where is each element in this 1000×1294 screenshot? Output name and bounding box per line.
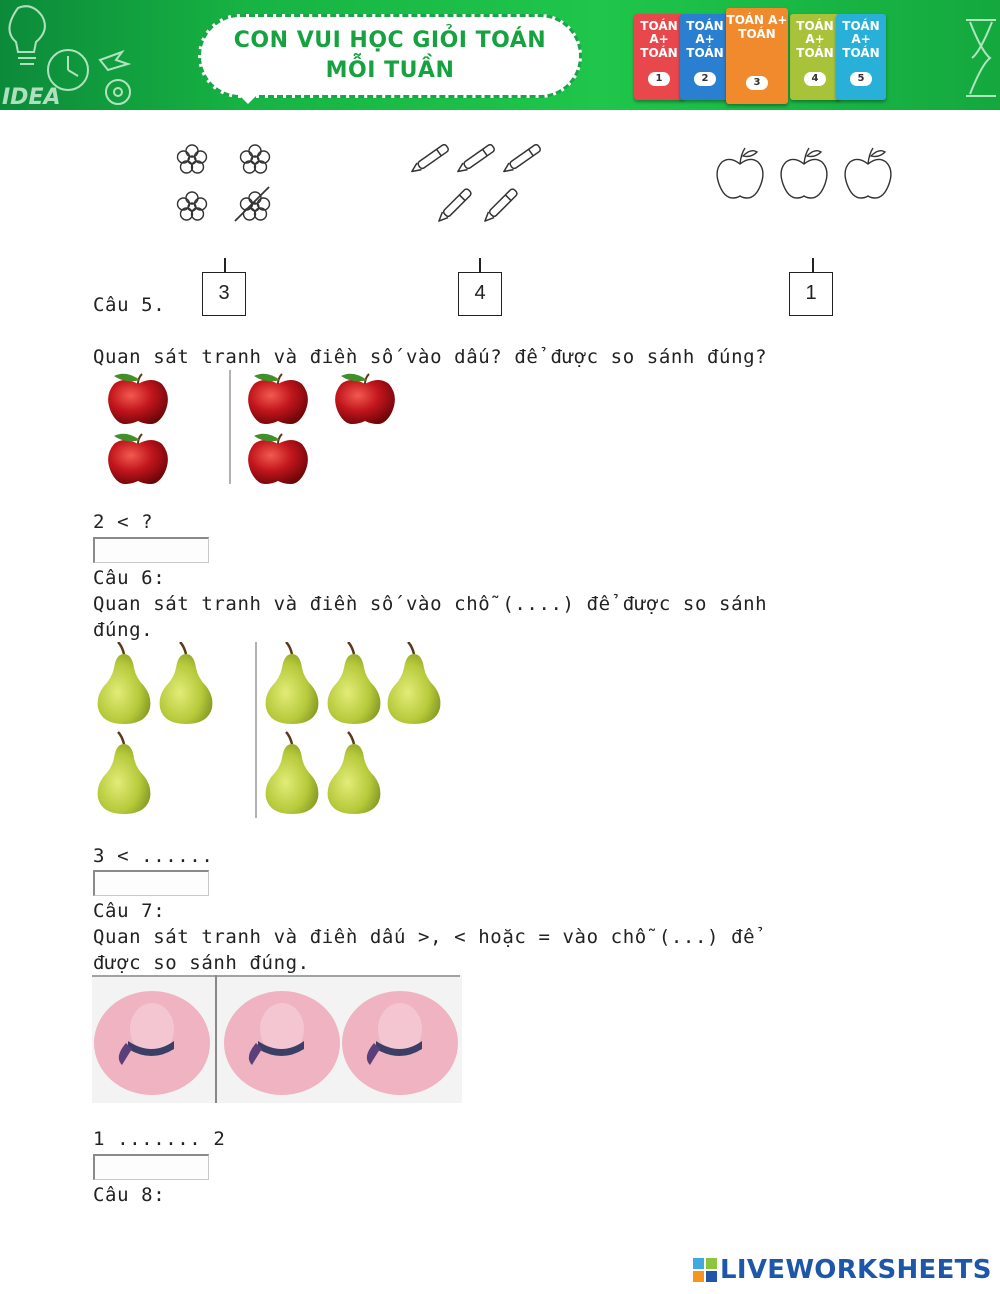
flower-icon [178, 145, 207, 173]
question-6-prompt-line-2: đúng. [93, 619, 154, 641]
pink-hat-icon [342, 991, 458, 1095]
apple-outline-icon [845, 148, 891, 198]
book-brand: TOÁN A+ [640, 19, 678, 46]
pen-icon [410, 144, 450, 175]
pen-icon [456, 144, 496, 175]
book-grade: 4 [804, 72, 826, 86]
pink-hats-picture [92, 975, 462, 1103]
pen-icon [436, 188, 472, 224]
red-apples-picture [100, 370, 400, 486]
pear-icon [328, 642, 381, 724]
pen-icon [502, 144, 542, 175]
book-brand: TOÁN A+ [796, 19, 834, 46]
book-brand: TOÁN A+ [842, 19, 880, 46]
book-brand: TOÁN A+ [686, 19, 724, 46]
pear-icon [98, 642, 151, 724]
bubble-tail [238, 94, 258, 104]
connector-line [224, 258, 226, 272]
crossed-flower-icon [235, 187, 270, 221]
question-5-label: Câu 5. [93, 294, 166, 316]
liveworksheets-brand-text: LIVEWORKSHEETS [720, 1255, 992, 1285]
pear-icon [328, 732, 381, 814]
pear-icon [266, 732, 319, 814]
svg-text:IDEA: IDEA [2, 85, 61, 110]
red-apple-icon [108, 374, 168, 424]
number-box-3[interactable]: 3 [202, 272, 246, 316]
question-6-answer-input[interactable] [93, 870, 209, 896]
book-covers [632, 6, 892, 106]
apple-outline-icon [781, 148, 827, 198]
pear-icon [266, 642, 319, 724]
question-6-label: Câu 6: [93, 567, 166, 589]
flower-icon [241, 145, 270, 173]
book-cover-grade-1 [634, 14, 684, 100]
question-5-prompt: Quan sát tranh và điền số vào dấu? để được so sánh đúng? [93, 346, 768, 368]
question-5-expression: 2 < ? [93, 511, 154, 533]
book-title: TOÁN [738, 27, 776, 41]
book-grade: 3 [746, 76, 768, 90]
red-apple-icon [248, 434, 308, 484]
pear-icon [388, 642, 441, 724]
flowers-picture [170, 140, 280, 230]
book-brand: TOÁN A+ [726, 13, 788, 27]
question-7-answer-input[interactable] [93, 1154, 209, 1180]
question-6-expression: 3 < ...... [93, 845, 214, 867]
red-apple-icon [108, 434, 168, 484]
pen-icon [482, 188, 518, 224]
title-bubble [198, 14, 582, 98]
question-6-prompt-line-1: Quan sát tranh và điền số vào chỗ (....) để được so sánh [93, 593, 768, 615]
question-7-prompt-line-2: được so sánh đúng. [93, 952, 310, 974]
number-box-4[interactable]: 4 [458, 272, 502, 316]
question-7-label: Câu 7: [93, 900, 166, 922]
book-grade: 5 [850, 72, 872, 86]
connector-line [479, 258, 481, 272]
question-5-answer-input[interactable] [93, 537, 209, 563]
book-grade: 2 [694, 72, 716, 86]
title-line-1: CON VUI HỌC GIỎI TOÁN [233, 28, 547, 53]
book-cover-grade-4 [790, 14, 840, 100]
question-8-label: Câu 8: [93, 1184, 166, 1206]
book-cover-grade-2 [680, 14, 730, 100]
book-title: TOÁN [686, 46, 724, 60]
pears-picture [92, 642, 458, 820]
pear-icon [160, 642, 213, 724]
number-box-1[interactable]: 1 [789, 272, 833, 316]
pens-picture [408, 132, 558, 224]
idea-lightbulb-clock-decoration-icon [0, 0, 200, 110]
connector-line [812, 258, 814, 272]
title-line-2: MỖI TUẦN [325, 58, 455, 83]
liveworksheets-logo [692, 1254, 992, 1286]
book-title: TOÁN [640, 46, 678, 60]
pink-hat-icon [94, 991, 210, 1095]
liveworksheets-logo-icon [692, 1257, 718, 1283]
red-apple-icon [248, 374, 308, 424]
hourglass-decoration-icon [930, 0, 1000, 110]
book-cover-grade-3 [726, 8, 788, 104]
book-cover-grade-5 [836, 14, 886, 100]
red-apple-icon [335, 374, 395, 424]
apples-outline-picture [712, 140, 898, 210]
book-title: TOÁN [796, 46, 834, 60]
book-grade: 1 [648, 72, 670, 86]
pear-icon [98, 732, 151, 814]
apple-outline-icon [717, 148, 763, 198]
header-banner [0, 0, 1000, 110]
question-7-prompt-line-1: Quan sát tranh và điền dấu >, < hoặc = vào chỗ (...) để [93, 926, 756, 948]
question-7-expression: 1 ....... 2 [93, 1128, 226, 1150]
flower-icon [178, 192, 207, 220]
book-title: TOÁN [842, 46, 880, 60]
pink-hat-icon [224, 991, 340, 1095]
